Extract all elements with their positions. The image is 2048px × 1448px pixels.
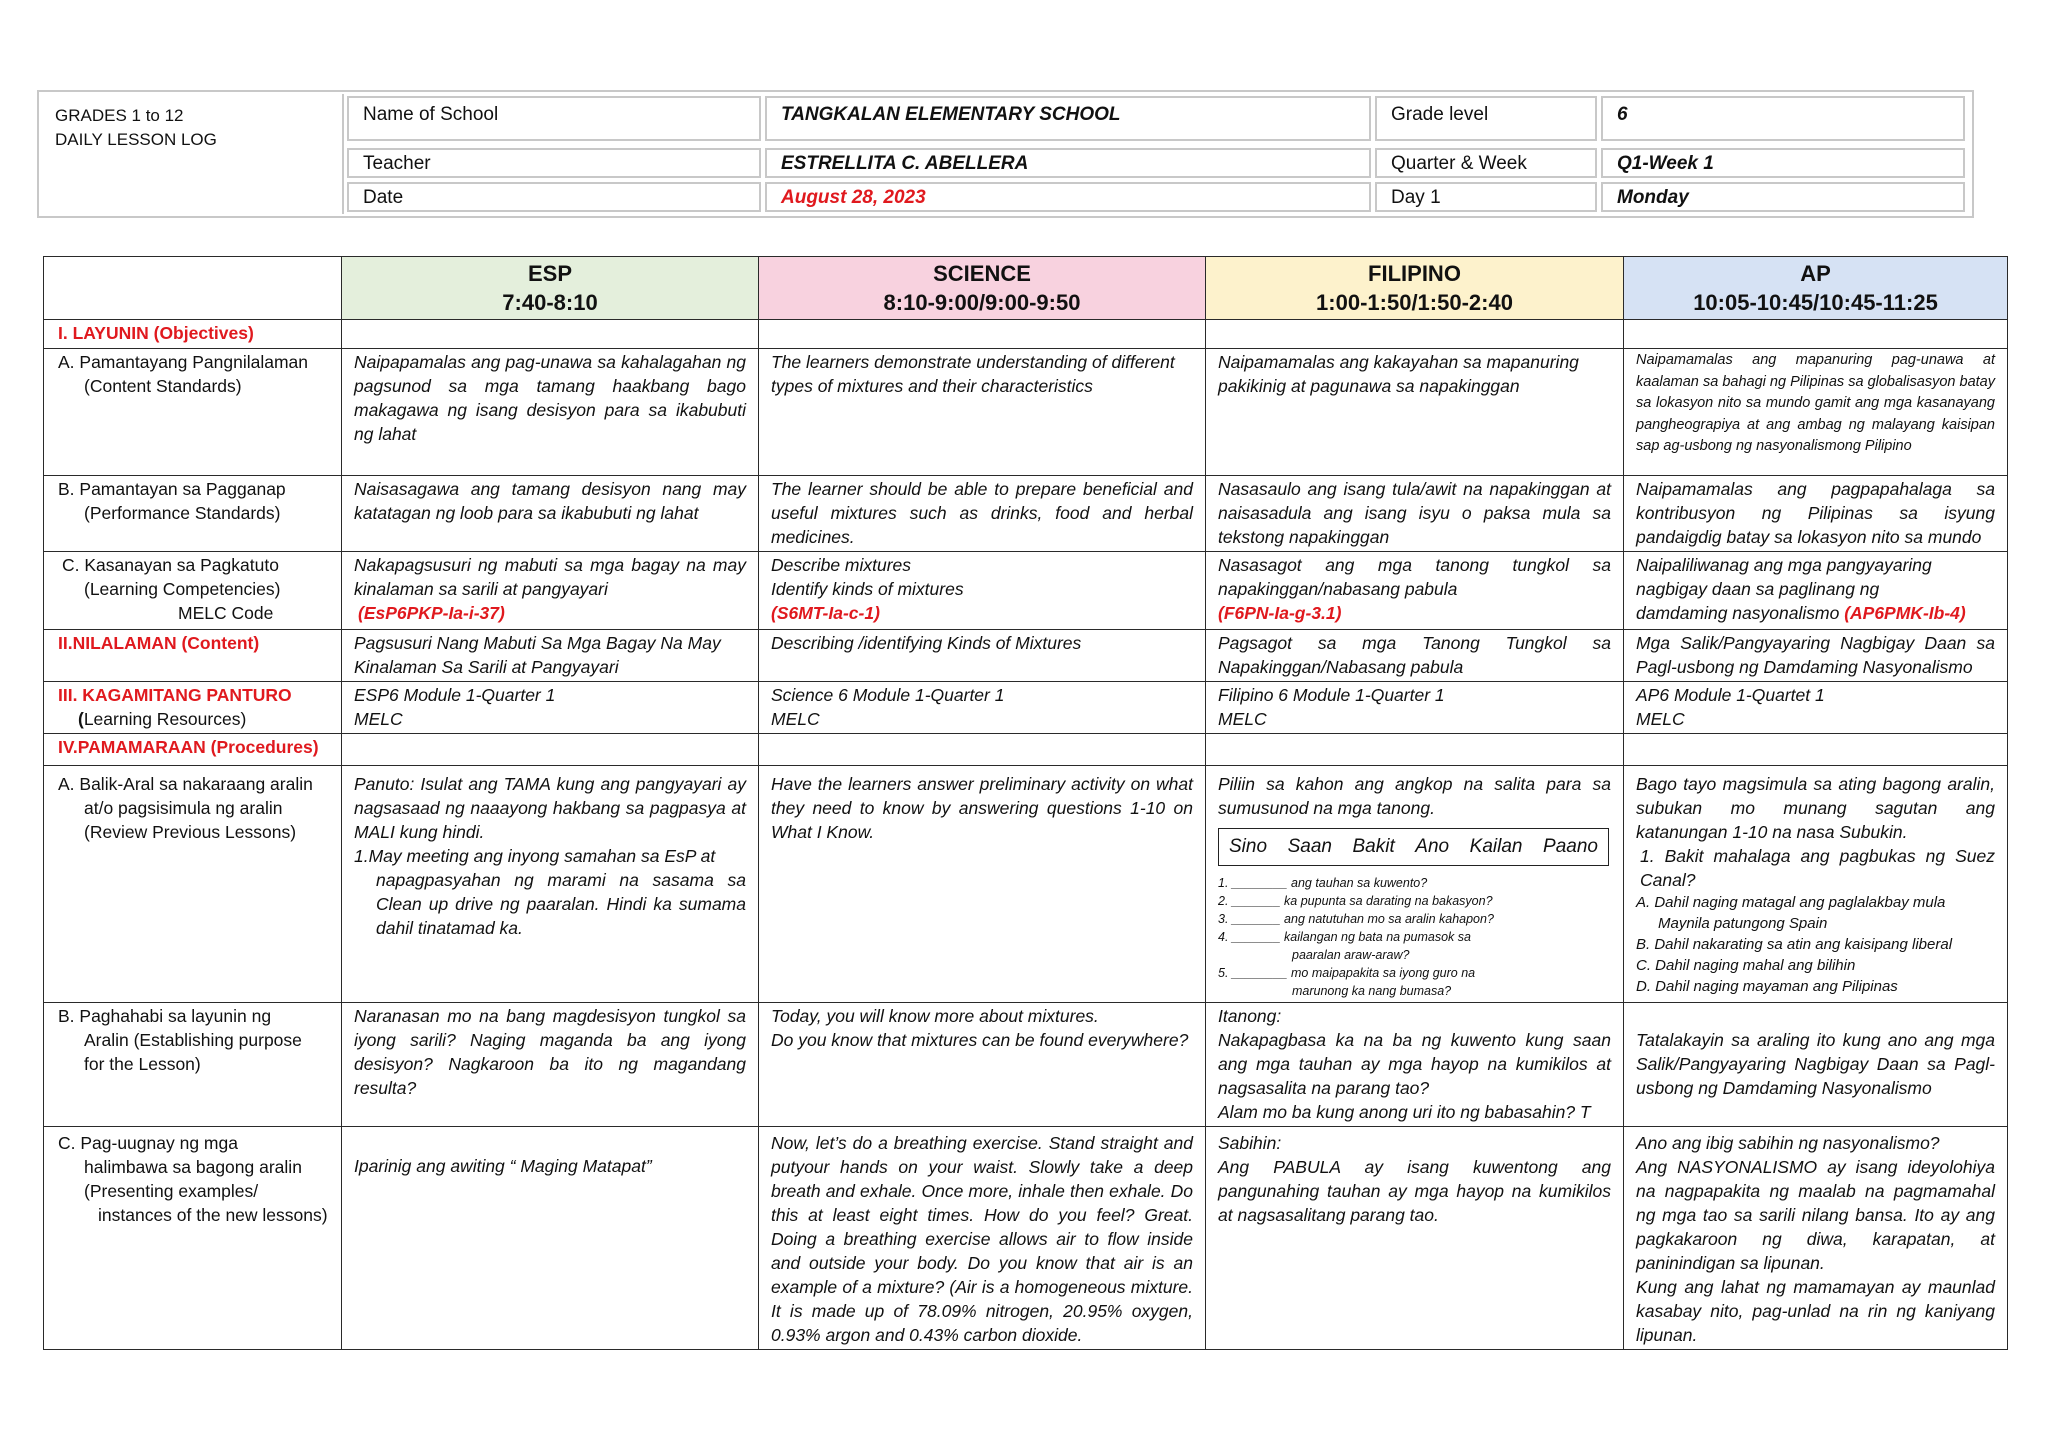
esp-review: Panuto: Isulat ang TAMA kung ang pangyayari ay nagsasaad ng naaayong hakbang sa pagpasya at MALI kung hindi. 1.May meeting ang inyong samahan sa EsP at napagpasyahan ng marami na sasama sa Clean up drive ng paaralan. Hindi ka sumama dahil tinatamad ka.: [342, 766, 759, 1003]
esp-examples: Iparinig ang awiting “ Maging Matapat”: [342, 1127, 759, 1350]
label-learning-competencies: C. Kasanayan sa Pagkatuto (Learning Competencies) MELC Code: [44, 552, 342, 630]
esp-content-standards: Naipapamalas ang pag-unawa sa kahalagahan ng pagsunod sa mga tamang haakbang bago makagawa ng isang desisyon para sa ikabubuti ng lahat: [342, 349, 759, 476]
fil-content: Pagsagot sa mga Tanong Tungkol sa Napakinggan/Nabasang pabula: [1206, 630, 1624, 682]
fil-performance-standards: Nasasaulo ang isang tula/awit na napakinggan at naisasadula ang isang isyu o paksa mula sa tekstong napakinggan: [1206, 476, 1624, 552]
teacher-label: Teacher: [347, 148, 761, 178]
row-purpose: [44, 1003, 2008, 1127]
blank-corner-cell: [44, 257, 342, 320]
fil-learning-competencies: Nasasagot ang mga tanong tungkol sa napakinggan/nabasang pabula (F6PN-Ia-g-3.1): [1206, 552, 1624, 630]
sci-learning-competencies: Describe mixtures Identify kinds of mixtures (S6MT-Ia-c-1): [759, 552, 1206, 630]
row-content-standards: [44, 349, 2008, 476]
col-header-filipino: FILIPINO 1:00-1:50/1:50-2:40: [1206, 257, 1624, 320]
row-examples: [44, 1127, 2008, 1350]
sci-learning-resources: Science 6 Module 1-Quarter 1 MELC: [759, 682, 1206, 734]
grade-value: 6: [1601, 96, 1965, 141]
quarter-label: Quarter & Week: [1375, 148, 1597, 178]
sci-review: Have the learners answer preliminary activity on what they need to know by answering questions 1-10 on What I Know.: [759, 766, 1206, 1003]
label-review: A. Balik-Aral sa nakaraang aralin at/o pagsisimula ng aralin (Review Previous Lessons): [44, 766, 342, 1003]
ap-performance-standards: Naipamamalas ang pagpapahalaga sa kontribusyon ng Pilipinas sa isyung pandaigdig batay sa lokasyon nito sa mundo: [1624, 476, 2008, 552]
fil-learning-resources: Filipino 6 Module 1-Quarter 1 MELC: [1206, 682, 1624, 734]
ap-melc-code: (AP6PMK-Ib-4): [1844, 603, 1966, 623]
sci-melc-code: (S6MT-Ia-c-1): [771, 603, 880, 623]
esp-performance-standards: Naisasagawa ang tamang desisyon nang may katatagan ng loob para sa ikabubuti ng lahat: [342, 476, 759, 552]
teacher-value: ESTRELLITA C. ABELLERA: [765, 148, 1371, 178]
ap-content-standards: Naipamamalas ang mapanuring pag-unawa at kaalaman sa bahagi ng Pilipinas sa globalisasyon batay sa lokasyon nito sa mundo gamit ang mga kasanayang pangheograpiya at ang ambag ng malayang kaisipan sap ag-usbong ng nasyonalismong Pilipino: [1624, 349, 2008, 476]
row-content: [44, 630, 2008, 682]
label-content-standards: A. Pamantayang Pangnilalaman (Content Standards): [44, 349, 342, 476]
fil-examples: Sabihin: Ang PABULA ay isang kuwentong ang pangunahing tauhan ay mga hayop na kumikilos at nagsasalitang parang tao.: [1206, 1127, 1624, 1350]
col-header-science: SCIENCE 8:10-9:00/9:00-9:50: [759, 257, 1206, 320]
row-performance-standards: [44, 476, 2008, 552]
ap-examples: Ano ang ibig sabihin ng nasyonalismo? Ang NASYONALISMO ay isang ideyolohiya na nagpapakita ng maalab na pagmamahal ng mga tao sa sarili nilang bansa. Ito ay ang pagkakaroon ng diwa, karapatan, at paninindigan sa lipunan. Kung ang lahat ng mamamayan ay maunlad kasabay nito, pag-unlad na rin ng kaniyang lipunan.: [1624, 1127, 2008, 1350]
empty-cell: [1206, 320, 1624, 349]
ap-learning-competencies: Naipaliliwanag ang mga pangyayaring nagbigay daan sa paglinang ng damdaming nasyonalismo (AP6PMK-Ib-4): [1624, 552, 2008, 630]
ap-review: Bago tayo magsimula sa ating bagong aralin, subukan mo munang sagutan ang katanungan 1-10 na nasa Subukin. 1. Bakit mahalaga ang pagbukas ng Suez Canal? A. Dahil naging matagal ang paglalakbay mula Maynila patungong Spain B. Dahil nakarating sa atin ang kaisipang liberal C. Dahil naging mahal ang bilihin D. Dahil naging mayaman ang Pilipinas: [1624, 766, 2008, 1003]
day-label: Day 1: [1375, 182, 1597, 212]
fil-question-list: 1. ________ ang tauhan sa kuwento? 2. _______ ka pupunta sa darating na bakasyon? 3. _______ ang natutuhan mo sa aralin kahapon? 4. _______ kailangan ng bata na pumasok sa paaralan araw-araw? 5. ________ mo maipapakita sa iyong guro na marunong ka nang bumasa?: [1218, 876, 1494, 998]
school-value: TANGKALAN ELEMENTARY SCHOOL: [765, 96, 1371, 141]
fil-review: Piliin sa kahon ang angkop na salita para sa sumusunod na mga tanong. Sino Saan Bakit Ano Kailan Paano 1. ________ ang tauhan sa kuwento? 2. _______ ka pupunta sa darating na bakasyon? 3. _______ ang natutuhan mo sa aralin kahapon? 4. _______ kailangan ng bata na pumasok sa paaralan araw-araw? 5. ________ mo maipapakita sa iyong guro na marunong ka nang bumasa?: [1206, 766, 1624, 1003]
label-examples: C. Pag-uugnay ng mga halimbawa sa bagong aralin (Presenting examples/ instances of the new lessons): [44, 1127, 342, 1350]
row-learning-competencies: [44, 552, 2008, 630]
sci-content-standards: The learners demonstrate understanding of different types of mixtures and their characteristics: [759, 349, 1206, 476]
row-learning-resources: [44, 682, 2008, 734]
col-header-esp: ESP 7:40-8:10: [342, 257, 759, 320]
label-learning-resources: III. KAGAMITANG PANTURO (Learning Resources): [44, 682, 342, 734]
empty-cell: [1624, 734, 2008, 766]
quarter-value: Q1-Week 1: [1601, 148, 1965, 178]
school-label: Name of School: [347, 96, 761, 141]
row-objectives: [44, 320, 2008, 349]
label-purpose: B. Paghahabi sa layunin ng Aralin (Establishing purpose for the Lesson): [44, 1003, 342, 1127]
esp-learning-resources: ESP6 Module 1-Quarter 1 MELC: [342, 682, 759, 734]
esp-content: Pagsusuri Nang Mabuti Sa Mga Bagay Na May Kinalaman Sa Sarili at Pangyayari: [342, 630, 759, 682]
label-content: II.NILALAMAN (Content): [44, 630, 342, 682]
sci-performance-standards: The learner should be able to prepare beneficial and useful mixtures such as drinks, food and herbal medicines.: [759, 476, 1206, 552]
label-procedures: IV.PAMAMARAAN (Procedures): [44, 734, 342, 766]
dll-header: [37, 90, 1974, 218]
esp-melc-code: (EsP6PKP-Ia-i-37): [358, 603, 505, 623]
empty-cell: [759, 734, 1206, 766]
ap-learning-resources: AP6 Module 1-Quartet 1 MELC: [1624, 682, 2008, 734]
ap-content: Mga Salik/Pangyayaring Nagbigay Daan sa Pagl-usbong ng Damdaming Nasyonalismo: [1624, 630, 2008, 682]
date-label: Date: [347, 182, 761, 212]
row-review: [44, 766, 2008, 1003]
sci-purpose: Today, you will know more about mixtures. Do you know that mixtures can be found everywhere?: [759, 1003, 1206, 1127]
fil-melc-code: (F6PN-Ia-g-3.1): [1218, 603, 1342, 623]
subject-header-row: [44, 257, 2008, 320]
row-procedures: [44, 734, 2008, 766]
empty-cell: [1206, 734, 1624, 766]
lesson-log-table: [43, 256, 2008, 1350]
label-objectives: I. LAYUNIN (Objectives): [44, 320, 342, 349]
day-value: Monday: [1601, 182, 1965, 212]
sci-content: Describing /identifying Kinds of Mixtures: [759, 630, 1206, 682]
empty-cell: [342, 734, 759, 766]
empty-cell: [1624, 320, 2008, 349]
esp-learning-competencies: Nakapagsusuri ng mabuti sa mga bagay na may kinalaman sa sarili at pangyayari (EsP6PKP-Ia-i-37): [342, 552, 759, 630]
esp-purpose: Naranasan mo na bang magdesisyon tungkol sa iyong sarili? Naging maganda ba ang iyong desisyon? Nagkaroon ba ito ng magandang resulta?: [342, 1003, 759, 1127]
grade-label: Grade level: [1375, 96, 1597, 141]
sci-examples: Now, let’s do a breathing exercise. Stand straight and putyour hands on your waist. Slowly take a deep breath and exhale. Once more, inhale then exhale. Do this at least eight times. How do you feel? Great. Doing a breathing exercise allows air to flow inside and outside your body. Do you know that air is an example of a mixture? (Air is a homogeneous mixture. It is made up of 78.09% nitrogen, 20.95% oxygen, 0.93% argon and 0.43% carbon dioxide.: [759, 1127, 1206, 1350]
dll-title: GRADES 1 to 12 DAILY LESSON LOG: [41, 94, 344, 214]
empty-cell: [342, 320, 759, 349]
col-header-ap: AP 10:05-10:45/10:45-11:25: [1624, 257, 2008, 320]
date-value: August 28, 2023: [765, 182, 1371, 212]
label-performance-standards: B. Pamantayan sa Pagganap (Performance Standards): [44, 476, 342, 552]
fil-content-standards: Naipamamalas ang kakayahan sa mapanuring pakikinig at pagunawa sa napakinggan: [1206, 349, 1624, 476]
fil-purpose: Itanong: Nakapagbasa ka na ba ng kuwento kung saan ang mga tauhan ay mga hayop na kumikilos at nagsasalita na parang tao? Alam mo ba kung anong uri ito ng babasahin? T: [1206, 1003, 1624, 1127]
ap-purpose: Tatalakayin sa araling ito kung ano ang mga Salik/Pangyayaring Nagbigay Daan sa Pagl-usbong ng Damdaming Nasyonalismo: [1624, 1003, 2008, 1127]
word-choice-box: Sino Saan Bakit Ano Kailan Paano: [1218, 828, 1609, 866]
empty-cell: [759, 320, 1206, 349]
